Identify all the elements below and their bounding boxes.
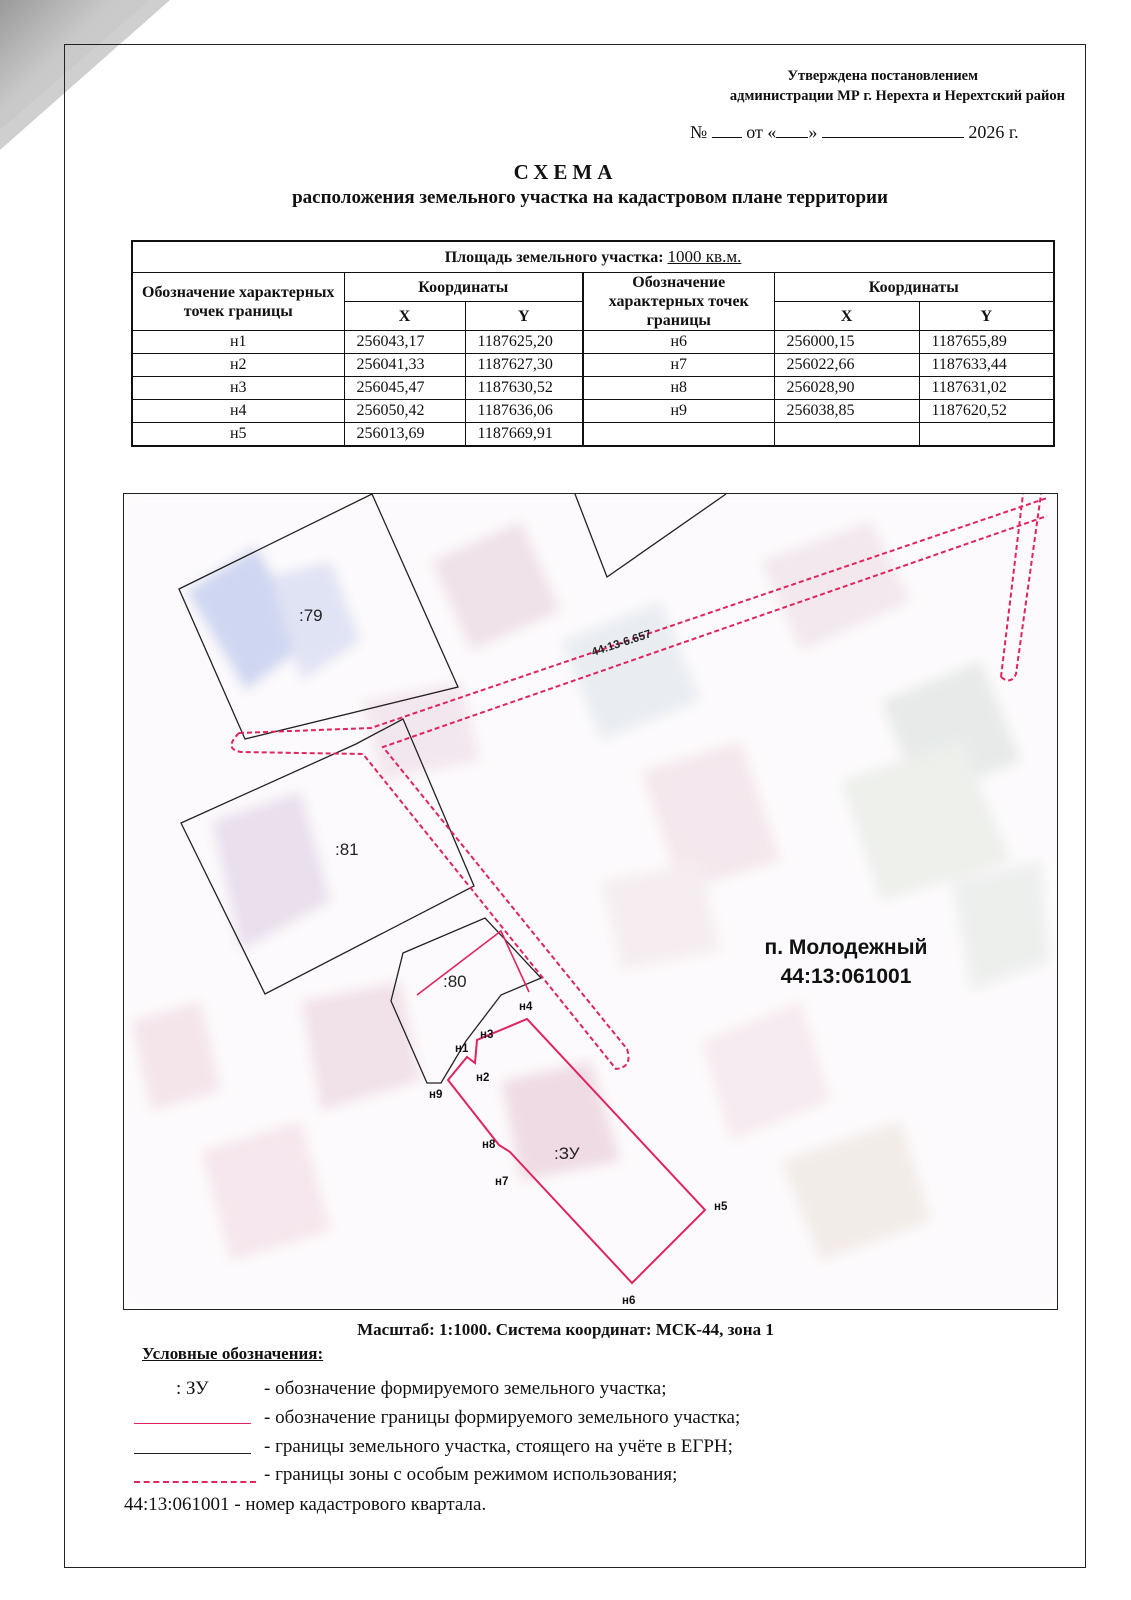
point-name: н1 — [132, 331, 344, 354]
parcel-79-label: :79 — [299, 606, 323, 625]
point-label: н2 — [476, 1072, 490, 1084]
parcel-81-label: :81 — [335, 840, 359, 859]
legend-item-registered-boundary — [264, 1436, 733, 1458]
point-label: н6 — [622, 1295, 636, 1307]
point-y: 1187627,30 — [465, 354, 583, 377]
zone-number-label: 44:13-6.657 — [590, 628, 653, 659]
table-row — [132, 331, 1054, 354]
point-name: н4 — [132, 400, 344, 423]
order-number-label: № — [690, 122, 708, 142]
order-day-blank — [776, 121, 808, 138]
point-x: 256028,90 — [774, 377, 919, 400]
empty-cell — [919, 423, 1054, 447]
legend-item-quarter — [124, 1494, 486, 1516]
point-label: н4 — [519, 1001, 533, 1013]
header-coords-left: Координаты — [344, 273, 583, 302]
point-label: н9 — [429, 1089, 443, 1101]
point-y: 1187620,52 — [919, 400, 1054, 423]
point-x: 256050,42 — [344, 400, 465, 423]
point-name: н3 — [132, 377, 344, 400]
point-y: 1187636,06 — [465, 400, 583, 423]
point-name: н5 — [132, 423, 344, 447]
legend-symbol-quarter: 44:13:061001 — [124, 1494, 230, 1515]
legend-item-zone-boundary — [264, 1464, 677, 1486]
legend-text: - номер кадастрового квартала. — [234, 1494, 487, 1515]
area-row — [132, 241, 1054, 273]
header-x-right: X — [774, 302, 919, 331]
parcel-80-label: :80 — [443, 972, 467, 991]
point-x: 256038,85 — [774, 400, 919, 423]
header-point-right: Обозначение характерных точек границы — [583, 273, 774, 331]
point-y: 1187669,91 — [465, 423, 583, 447]
approval-line-1: Утверждена постановлением — [787, 68, 978, 84]
point-x: 256041,33 — [344, 354, 465, 377]
point-label: н1 — [455, 1043, 469, 1055]
document-title: СХЕМА — [513, 160, 618, 184]
legend-text: - обозначение границы формируемого земельного участка; — [264, 1407, 741, 1428]
legend-text: - границы зоны с особым режимом использования; — [264, 1464, 678, 1485]
point-name: н6 — [583, 331, 774, 354]
legend-symbol-new-boundary — [134, 1423, 251, 1424]
empty-cell — [583, 423, 774, 447]
legend-symbol-zu: : ЗУ — [176, 1378, 209, 1399]
point-y: 1187625,20 — [465, 331, 583, 354]
point-name: н2 — [132, 354, 344, 377]
point-label: н5 — [714, 1201, 728, 1213]
cadastral-map — [123, 493, 1058, 1310]
order-quote-close: » — [808, 122, 818, 142]
order-year: 2026 г. — [968, 122, 1019, 142]
point-x: 256000,15 — [774, 331, 919, 354]
table-row — [132, 423, 1054, 447]
order-month-blank — [822, 121, 964, 138]
point-label: н7 — [495, 1176, 509, 1188]
coordinates-table — [131, 240, 1055, 447]
header-coords-right: Координаты — [774, 273, 1054, 302]
document-subtitle: расположения земельного участка на кадастровом плане территории — [292, 187, 888, 208]
point-name: н9 — [583, 400, 774, 423]
legend-text: - обозначение формируемого земельного участка; — [264, 1378, 667, 1399]
approval-line-2: администрации МР г. Нерехта и Нерехтский район — [729, 88, 1065, 104]
area-label: Площадь земельного участка: — [444, 249, 664, 266]
point-x: 256045,47 — [344, 377, 465, 400]
header-y-left: Y — [465, 302, 583, 331]
table-row — [132, 400, 1054, 423]
area-value: 1000 кв.м. — [667, 247, 742, 266]
point-label: н8 — [482, 1139, 496, 1151]
settlement-label: п. Молодежный — [764, 936, 928, 959]
order-line — [690, 121, 1019, 143]
order-from-label: от « — [746, 122, 777, 142]
header-point-left: Обозначение характерных точек границы — [132, 273, 344, 331]
point-name: н8 — [583, 377, 774, 400]
point-x: 256043,17 — [344, 331, 465, 354]
point-x: 256022,66 — [774, 354, 919, 377]
point-name: н7 — [583, 354, 774, 377]
legend-symbol-registered-boundary — [134, 1453, 251, 1454]
point-y: 1187655,89 — [919, 331, 1054, 354]
aerial-photo-background — [124, 494, 1058, 1310]
point-x: 256013,69 — [344, 423, 465, 447]
point-y: 1187631,02 — [919, 377, 1054, 400]
header-x-left: X — [344, 302, 465, 331]
legend-title: Условные обозначения: — [142, 1344, 324, 1363]
legend-item-zu — [176, 1378, 667, 1400]
legend-text: - границы земельного участка, стоящего на учёте в ЕГРН; — [264, 1436, 733, 1457]
table-row — [132, 377, 1054, 400]
point-y: 1187630,52 — [465, 377, 583, 400]
map-canvas — [124, 494, 1058, 1310]
approval-block — [730, 66, 1065, 106]
point-y: 1187633,44 — [919, 354, 1054, 377]
legend-item-new-boundary — [264, 1407, 740, 1429]
table-row — [132, 354, 1054, 377]
legend-symbol-zone-boundary — [134, 1481, 256, 1483]
order-number-blank — [712, 121, 742, 138]
scale-caption: Масштаб: 1:1000. Система координат: МСК-44, зона 1 — [357, 1320, 774, 1339]
empty-cell — [774, 423, 919, 447]
header-y-right: Y — [919, 302, 1054, 331]
point-label: н3 — [480, 1029, 494, 1041]
quarter-label: 44:13:061001 — [780, 965, 912, 988]
parcel-zu-label: :ЗУ — [554, 1144, 580, 1163]
